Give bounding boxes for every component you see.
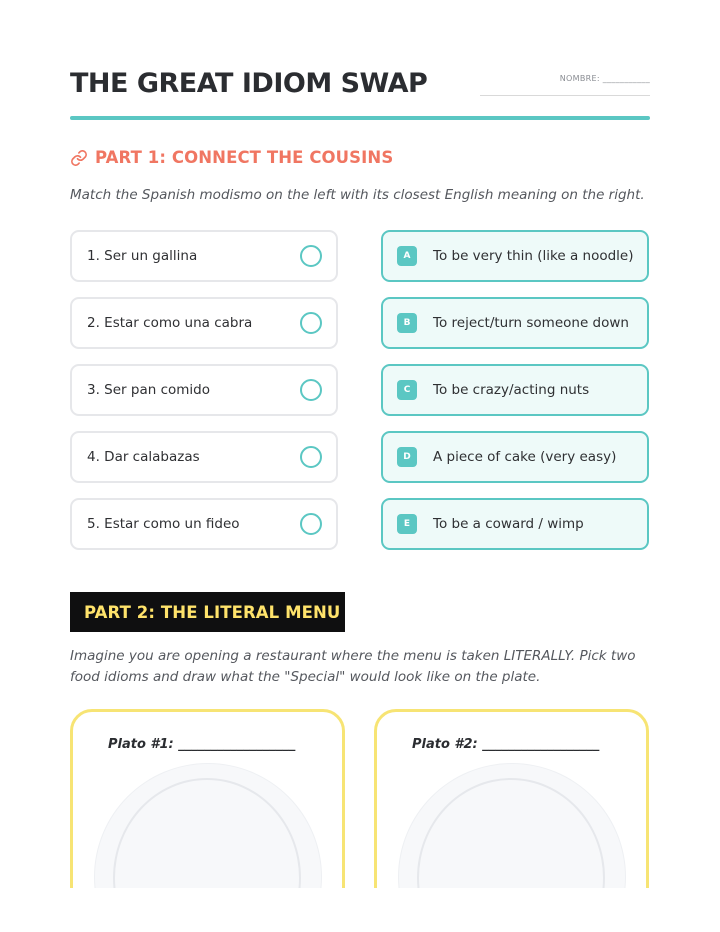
meaning-card-b[interactable]: [381, 297, 649, 349]
plate-icon[interactable]: [399, 764, 625, 888]
meaning-card-c[interactable]: [381, 364, 649, 416]
idiom-card-4[interactable]: [70, 431, 338, 483]
match-circle[interactable]: [300, 379, 322, 401]
plate-card-1[interactable]: [70, 709, 345, 888]
meaning-text: To be a coward / wimp: [433, 516, 584, 532]
letter-badge: C: [397, 380, 417, 400]
meaning-text: To be crazy/acting nuts: [433, 382, 590, 398]
meaning-text: To reject/turn someone down: [433, 315, 629, 331]
match-circle[interactable]: [300, 312, 322, 334]
match-circle[interactable]: [300, 513, 322, 535]
idiom-card-2[interactable]: [70, 297, 338, 349]
plate-inner-ring: [417, 778, 605, 888]
idiom-text: 1. Ser un gallina: [87, 248, 198, 264]
meaning-card-e[interactable]: [381, 498, 649, 550]
letter-badge: A: [397, 246, 417, 266]
plate-inner-ring: [113, 778, 301, 888]
part2-instructions: Imagine you are opening a restaurant where the menu is taken LITERALLY. Pick two food idioms and draw what the "Special" would look like on the plate.: [70, 648, 636, 685]
plate-label: Plato #2: __________________: [412, 737, 600, 752]
meaning-text: A piece of cake (very easy): [433, 449, 617, 465]
meaning-text: To be very thin (like a noodle): [433, 248, 634, 264]
idiom-text: 3. Ser pan comido: [87, 382, 210, 398]
part1-instructions: Match the Spanish modismo on the left with its closest English meaning on the right.: [70, 187, 645, 203]
idiom-card-3[interactable]: [70, 364, 338, 416]
idiom-text: 4. Dar calabazas: [87, 449, 200, 465]
name-underline: [480, 95, 650, 96]
idiom-text: 2. Estar como una cabra: [87, 315, 253, 331]
match-circle[interactable]: [300, 245, 322, 267]
plate-icon[interactable]: [95, 764, 321, 888]
name-field[interactable]: [480, 74, 650, 83]
link-icon: [70, 149, 88, 167]
part1-title: PART 1: CONNECT THE COUSINS: [95, 148, 394, 167]
idiom-text: 5. Estar como un fideo: [87, 516, 240, 532]
idiom-card-5[interactable]: [70, 498, 338, 550]
part2-title: PART 2: THE LITERAL MENU: [84, 602, 341, 622]
meaning-card-a[interactable]: [381, 230, 649, 282]
match-circle[interactable]: [300, 446, 322, 468]
plate-card-2[interactable]: [374, 709, 649, 888]
letter-badge: E: [397, 514, 417, 534]
idiom-card-1[interactable]: [70, 230, 338, 282]
meaning-card-d[interactable]: [381, 431, 649, 483]
letter-badge: D: [397, 447, 417, 467]
worksheet-title: THE GREAT IDIOM SWAP: [70, 68, 428, 99]
part1-heading: [70, 148, 393, 167]
part2-heading: [70, 592, 345, 632]
letter-badge: B: [397, 313, 417, 333]
name-label: NOMBRE: ___________: [559, 74, 650, 83]
header-divider: [70, 116, 650, 120]
plate-label: Plato #1: __________________: [108, 737, 296, 752]
